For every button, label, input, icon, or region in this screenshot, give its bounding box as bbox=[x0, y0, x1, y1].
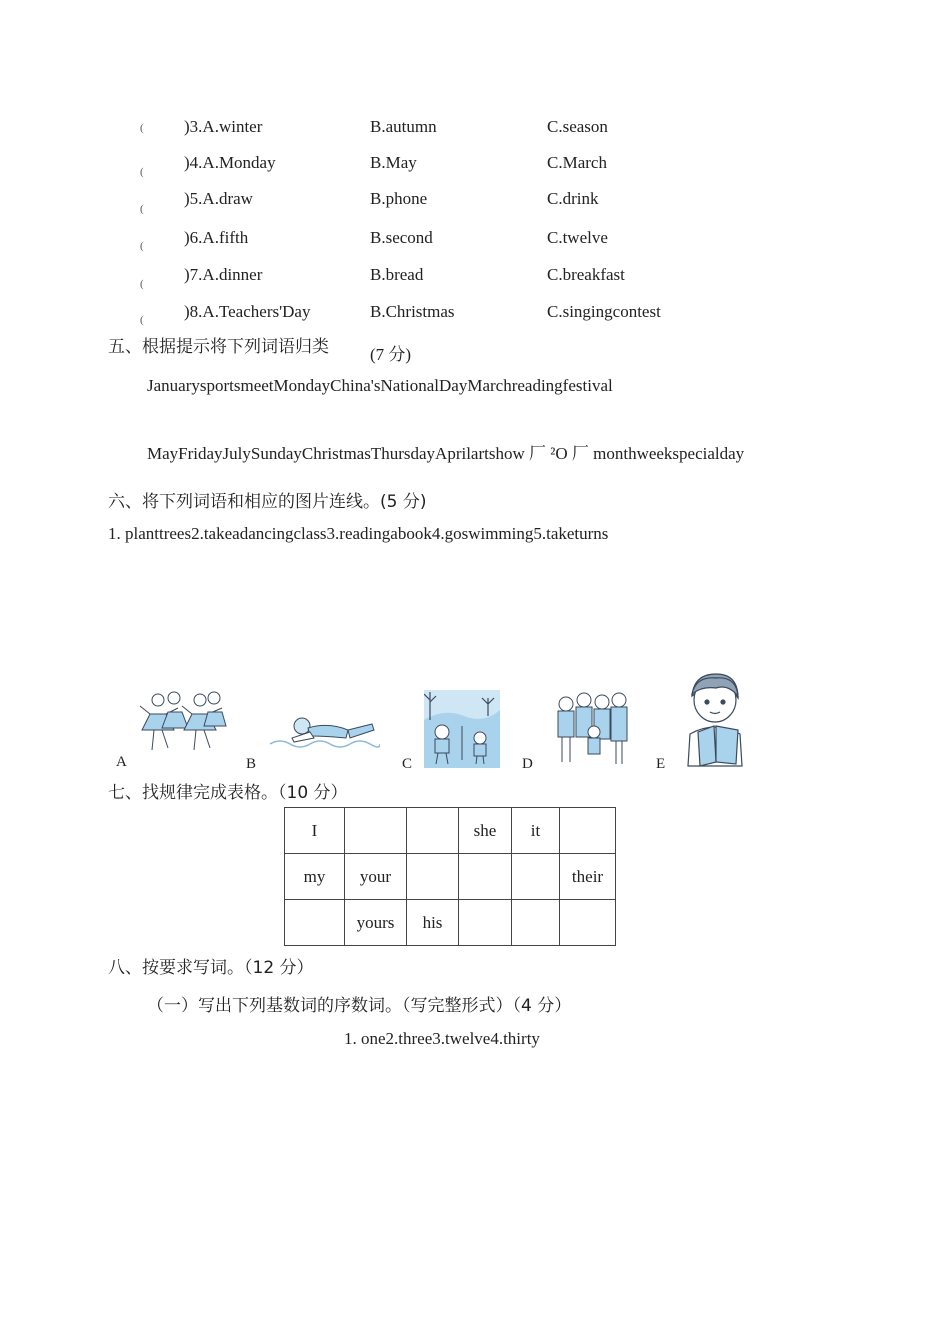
picture-letter-d: D bbox=[522, 756, 533, 768]
section-8-items: 1. one2.three3.twelve4.thirty bbox=[344, 1029, 540, 1048]
picture-letter-a: A bbox=[116, 754, 127, 768]
table-row bbox=[285, 808, 616, 854]
table-cell: your bbox=[345, 854, 407, 900]
table-cell: yours bbox=[345, 900, 407, 946]
picture-letter-e: E bbox=[656, 756, 666, 768]
choice-option-a: )3.A.winter bbox=[184, 117, 263, 136]
choice-option-b: B.phone bbox=[370, 189, 428, 208]
section-8-subtitle: （一）写出下列基数词的序数词。（写完整形式）（4 分） bbox=[147, 996, 572, 1016]
answer-bracket: ( bbox=[140, 203, 144, 215]
choice-option-a: )8.A.Teachers'Day bbox=[184, 302, 311, 321]
section-5-words-line2: MayFridayJulySundayChristmasThursdayAprilartshow 厂 ²O 厂 monthweekspecialday bbox=[147, 444, 745, 463]
table-row bbox=[285, 854, 616, 900]
table-cell bbox=[459, 900, 512, 946]
choice-option-a: )7.A.dinner bbox=[184, 265, 263, 284]
table-cell bbox=[345, 808, 407, 854]
section-6-items: 1. planttrees2.takeadancingclass3.readingabook4.goswimming5.taketurns bbox=[108, 524, 609, 543]
choice-option-c: C.breakfast bbox=[547, 265, 625, 284]
section-5-words-line1: JanuarysportsmeetMondayChina'sNationalDayMarchreadingfestival bbox=[147, 376, 613, 395]
answer-bracket: ( bbox=[140, 166, 144, 178]
table-cell: she bbox=[459, 808, 512, 854]
answer-bracket: ( bbox=[140, 122, 144, 134]
table-cell bbox=[285, 900, 345, 946]
answer-bracket: ( bbox=[140, 240, 144, 252]
table-row bbox=[285, 900, 616, 946]
boy-reading-icon bbox=[680, 670, 750, 768]
choice-option-a: )4.A.Monday bbox=[184, 153, 276, 172]
table-cell bbox=[560, 808, 616, 854]
table-cell: their bbox=[560, 854, 616, 900]
section-6-title: 六、将下列词语和相应的图片连线。(5 分) bbox=[108, 492, 427, 512]
section-5-points: (7 分) bbox=[370, 345, 412, 364]
planting-trees-icon bbox=[424, 690, 500, 768]
table-cell: it bbox=[512, 808, 560, 854]
choice-option-c: C.season bbox=[547, 117, 608, 136]
choice-option-b: B.May bbox=[370, 153, 417, 172]
choice-option-b: B.bread bbox=[370, 265, 424, 284]
picture-letter-b: B bbox=[246, 756, 257, 768]
choice-option-b: B.autumn bbox=[370, 117, 437, 136]
choice-option-c: C.March bbox=[547, 153, 607, 172]
choice-option-c: C.singingcontest bbox=[547, 302, 661, 321]
table-cell bbox=[407, 854, 459, 900]
table-cell bbox=[407, 808, 459, 854]
table-cell: my bbox=[285, 854, 345, 900]
dancing-girls-icon bbox=[138, 690, 228, 762]
table-cell bbox=[459, 854, 512, 900]
choice-option-c: C.drink bbox=[547, 189, 599, 208]
choice-option-a: )6.A.fifth bbox=[184, 228, 249, 247]
answer-bracket: ( bbox=[140, 314, 144, 326]
picture-letter-c: C bbox=[402, 756, 413, 768]
table-cell: his bbox=[407, 900, 459, 946]
pronoun-table bbox=[284, 807, 616, 946]
section-8-title: 八、按要求写词。（12 分） bbox=[108, 958, 314, 978]
choice-option-c: C.twelve bbox=[547, 228, 608, 247]
table-cell bbox=[512, 900, 560, 946]
choice-option-a: )5.A.draw bbox=[184, 189, 253, 208]
swimming-girl-icon bbox=[268, 710, 380, 752]
section-7-title: 七、找规律完成表格。（10 分） bbox=[108, 783, 348, 803]
choice-option-b: B.Christmas bbox=[370, 302, 455, 321]
section-5-title: 五、根据提示将下列词语归类 bbox=[108, 337, 329, 354]
queue-people-icon bbox=[544, 688, 634, 768]
table-cell bbox=[560, 900, 616, 946]
choice-option-b: B.second bbox=[370, 228, 433, 247]
table-cell bbox=[512, 854, 560, 900]
table-cell: I bbox=[285, 808, 345, 854]
answer-bracket: ( bbox=[140, 278, 144, 290]
